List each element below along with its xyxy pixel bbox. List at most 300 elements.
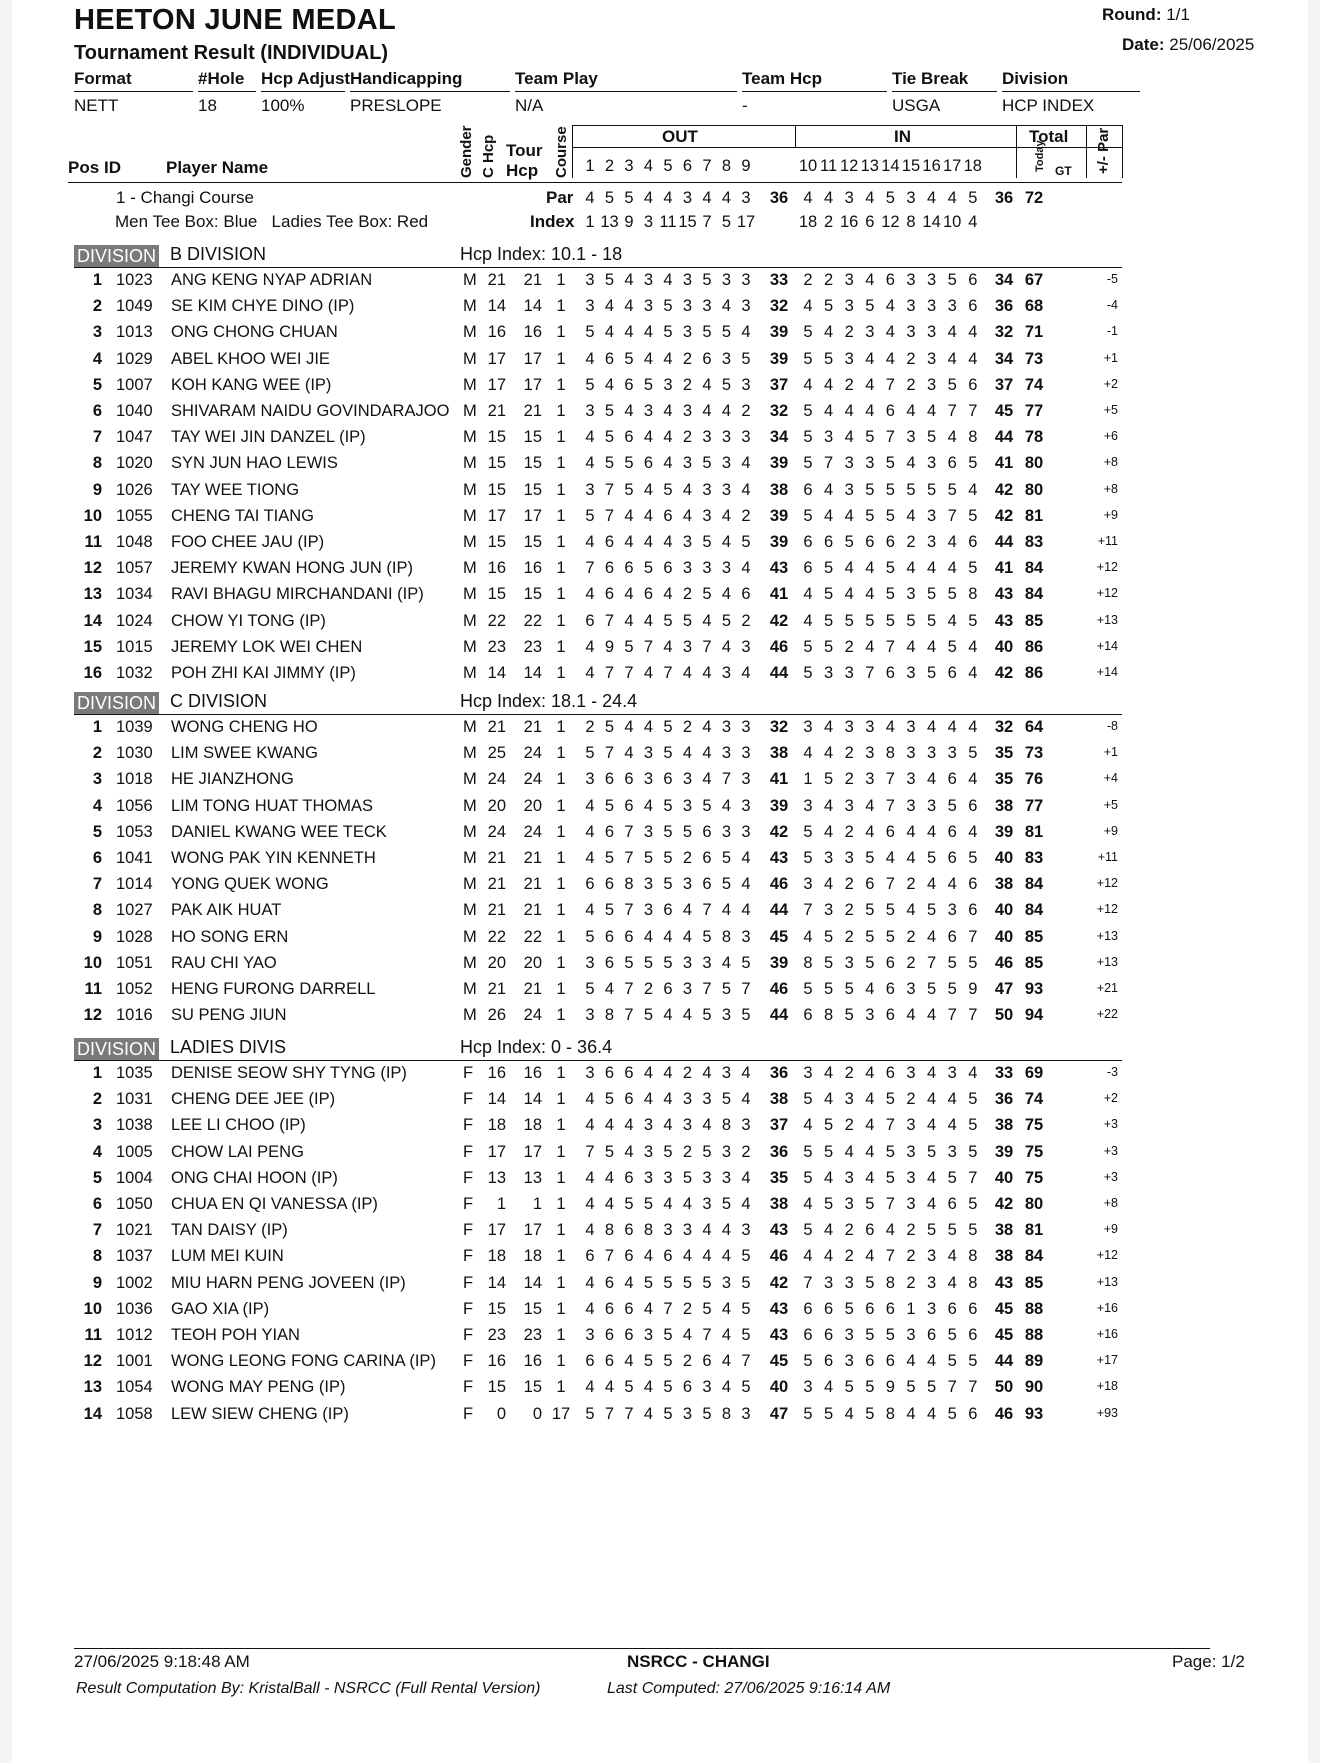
hole-score-1: 5	[585, 1404, 595, 1423]
player-name: SU PENG JIUN	[171, 1006, 287, 1025]
player-name: LUM MEI KUIN	[171, 1247, 284, 1266]
hole-score-11: 4	[824, 375, 834, 394]
hole-score-4: 4	[643, 323, 654, 342]
hole-score-9: 7	[741, 1352, 751, 1371]
settings-header-0: Format	[74, 69, 132, 88]
hole-score-14: 5	[885, 901, 895, 920]
player-id: 1002	[116, 1273, 153, 1292]
hole-score-10: 6	[803, 1299, 813, 1318]
gross-total: 83	[1024, 533, 1044, 551]
hole-score-16: 4	[927, 1090, 937, 1109]
hole-score-17: 3	[947, 297, 957, 316]
hole-score-9: 3	[741, 1116, 751, 1135]
hole-score-4: 5	[643, 1273, 654, 1292]
par-hole-11: 4	[824, 189, 834, 207]
hole-score-7: 4	[702, 664, 712, 682]
hole-score-1: 4	[585, 1299, 595, 1318]
plus-minus-par: +9	[1103, 507, 1118, 522]
gross-total: 86	[1024, 664, 1044, 682]
hole-score-17: 5	[947, 1326, 957, 1344]
out-total: 35	[769, 1168, 789, 1187]
gender: M	[463, 454, 477, 473]
hole-score-4: 3	[643, 875, 654, 894]
tour-hcp: 20	[523, 796, 542, 815]
course-no: 1	[556, 559, 566, 578]
hole-score-6: 2	[682, 1352, 693, 1371]
hole-score-13: 3	[865, 1006, 875, 1025]
hole-score-18: 5	[968, 1090, 978, 1109]
hole-score-10: 4	[803, 297, 813, 316]
hole-score-14: 6	[885, 953, 895, 972]
pos: 12	[83, 1006, 102, 1025]
gross-total: 90	[1024, 1378, 1044, 1397]
index-hole-18: 4	[968, 213, 978, 231]
course-no: 1	[556, 980, 566, 998]
tour-hcp: 17	[523, 375, 542, 394]
hole-score-3: 6	[624, 1247, 634, 1266]
hole-score-16: 3	[927, 506, 937, 525]
hole-score-18: 4	[968, 323, 978, 342]
hole-score-18: 8	[968, 1247, 978, 1266]
hole-score-17: 5	[947, 796, 957, 815]
player-id: 1035	[116, 1064, 153, 1082]
hole-score-18: 8	[968, 428, 978, 447]
hole-score-17: 6	[947, 1195, 957, 1213]
gender: M	[463, 953, 477, 972]
hole-score-13: 4	[865, 1168, 875, 1187]
date-value: 25/06/2025	[1169, 35, 1255, 54]
hole-score-10: 3	[803, 796, 813, 815]
hole-score-4: 3	[643, 271, 654, 289]
hole-score-5: 3	[663, 1168, 673, 1187]
hole-score-8: 3	[721, 480, 732, 499]
hole-score-8: 3	[721, 1142, 732, 1161]
gender: F	[463, 1195, 474, 1213]
hole-score-15: 5	[906, 611, 916, 630]
out-total: 39	[769, 953, 789, 972]
pos: 11	[84, 1326, 102, 1344]
pos: 12	[83, 559, 102, 578]
hole-score-1: 5	[585, 980, 595, 998]
index-label: Index	[530, 212, 575, 231]
gross-total: 83	[1024, 849, 1044, 867]
hole-score-11: 5	[824, 349, 834, 368]
hole-score-2: 6	[604, 1273, 615, 1292]
player-name: PAK AIK HUAT	[171, 901, 282, 920]
hole-number-3: 3	[624, 157, 634, 175]
hole-score-1: 4	[585, 901, 595, 920]
hole-score-13: 4	[865, 637, 875, 656]
gender: F	[463, 1221, 474, 1240]
col-in: IN	[894, 127, 911, 146]
player-name: ABEL KHOO WEI JIE	[171, 349, 330, 368]
plus-minus-par: +8	[1103, 1196, 1118, 1210]
index-hole-1: 1	[585, 213, 595, 231]
tour-hcp: 23	[523, 637, 542, 656]
tour-hcp: 21	[523, 849, 542, 867]
gross-total: 80	[1024, 480, 1044, 499]
hole-score-5: 5	[663, 875, 673, 894]
hole-score-17: 7	[947, 402, 957, 420]
in-total: 32	[994, 718, 1014, 736]
par-hole-4: 4	[643, 189, 654, 207]
index-hole-12: 16	[840, 213, 859, 231]
hole-score-4: 3	[643, 744, 654, 763]
hole-score-5: 5	[663, 1352, 673, 1371]
hole-score-16: 4	[927, 402, 937, 420]
tournament-title: HEETON JUNE MEDAL	[74, 4, 396, 36]
hole-score-7: 3	[702, 297, 712, 316]
hole-score-10: 4	[803, 375, 813, 394]
hole-score-7: 5	[702, 533, 712, 551]
hole-score-2: 6	[604, 559, 615, 578]
par-hole-16: 4	[927, 189, 937, 207]
hole-score-11: 5	[824, 980, 834, 998]
hole-number-9: 9	[741, 157, 751, 175]
pos: 1	[92, 718, 102, 736]
hole-score-17: 4	[947, 875, 957, 894]
hole-score-5: 6	[663, 1247, 673, 1266]
hole-score-1: 3	[585, 1064, 595, 1082]
hole-score-6: 4	[682, 480, 693, 499]
c-hcp: 15	[487, 1378, 506, 1397]
hole-score-15: 2	[906, 953, 916, 972]
hole-score-1: 4	[585, 849, 595, 867]
hole-score-5: 4	[663, 1116, 673, 1135]
hole-score-3: 4	[624, 402, 634, 420]
hole-number-4: 4	[643, 157, 654, 175]
course-no: 1	[556, 664, 566, 682]
hole-score-12: 2	[844, 822, 854, 841]
course-no: 1	[556, 849, 566, 867]
hole-score-13: 3	[865, 718, 875, 736]
hole-score-12: 2	[844, 901, 854, 920]
hole-score-5: 5	[663, 953, 673, 972]
hole-score-12: 2	[844, 1116, 854, 1135]
hole-score-5: 5	[663, 611, 673, 630]
hole-score-16: 4	[927, 637, 937, 656]
hole-score-10: 6	[803, 1326, 813, 1344]
hole-score-14: 5	[885, 506, 895, 525]
player-name: JEREMY LOK WEI CHEN	[171, 637, 363, 656]
hole-score-16: 3	[927, 271, 937, 289]
gender: F	[463, 1326, 474, 1344]
course-no: 1	[556, 1006, 566, 1025]
hole-score-10: 4	[803, 927, 813, 946]
player-name: CHUA EN QI VANESSA (IP)	[171, 1195, 378, 1213]
course-no: 1	[556, 796, 566, 815]
hole-score-4: 5	[643, 849, 654, 867]
in-total: 41	[994, 559, 1014, 578]
c-hcp: 21	[487, 271, 506, 289]
tour-hcp: 14	[523, 1273, 542, 1292]
hole-score-10: 4	[803, 611, 813, 630]
gender: F	[463, 1116, 474, 1135]
hole-score-6: 3	[682, 297, 693, 316]
hole-score-2: 4	[604, 297, 615, 316]
hole-score-14: 7	[885, 875, 895, 894]
hole-score-2: 5	[604, 849, 615, 867]
hole-number-11: 11	[820, 157, 838, 175]
out-total: 43	[769, 1221, 789, 1240]
hole-score-15: 4	[906, 901, 916, 920]
hole-score-7: 5	[702, 796, 712, 815]
course-no: 1	[556, 349, 566, 368]
hole-score-9: 3	[741, 822, 751, 841]
hole-score-10: 5	[803, 1352, 813, 1371]
hole-score-2: 7	[604, 1404, 615, 1423]
hole-score-12: 3	[844, 271, 854, 289]
hole-score-3: 4	[624, 506, 634, 525]
hole-score-4: 4	[643, 611, 654, 630]
gross-total: 84	[1024, 585, 1044, 604]
hole-score-8: 4	[721, 297, 732, 316]
hole-score-5: 4	[663, 927, 673, 946]
hole-score-18: 5	[968, 1221, 978, 1240]
hole-score-2: 8	[604, 1221, 615, 1240]
hole-score-8: 4	[721, 1221, 732, 1240]
hole-score-9: 5	[741, 1378, 751, 1397]
hole-score-2: 5	[604, 428, 615, 447]
hole-score-15: 3	[906, 1195, 916, 1213]
hole-score-18: 7	[968, 402, 978, 420]
hole-score-1: 5	[585, 744, 595, 763]
hole-score-12: 3	[844, 664, 854, 682]
player-id: 1048	[116, 533, 153, 551]
hole-score-15: 2	[906, 349, 916, 368]
hole-score-3: 6	[624, 1090, 634, 1109]
hole-score-2: 5	[604, 1090, 615, 1109]
hole-score-11: 4	[824, 323, 834, 342]
hole-score-10: 5	[803, 849, 813, 867]
division-name: C DIVISION	[170, 691, 268, 711]
hole-score-7: 4	[702, 1247, 712, 1266]
hole-score-4: 3	[643, 1168, 654, 1187]
hole-score-13: 4	[865, 349, 875, 368]
gross-total: 74	[1024, 375, 1044, 394]
hole-score-6: 2	[682, 1142, 693, 1161]
hole-score-16: 4	[927, 1168, 937, 1187]
hole-score-17: 4	[947, 559, 957, 578]
hole-score-17: 5	[947, 1352, 957, 1371]
par-total: 72	[1024, 189, 1044, 207]
tour-hcp: 15	[523, 533, 542, 551]
hole-score-5: 6	[663, 901, 673, 920]
pos: 3	[92, 770, 102, 789]
pos: 9	[92, 1273, 102, 1292]
hole-score-17: 4	[947, 533, 957, 551]
tour-hcp: 20	[523, 953, 542, 972]
pos: 11	[84, 533, 102, 551]
gender: M	[463, 585, 477, 604]
hole-score-7: 4	[702, 611, 712, 630]
in-total: 42	[994, 1195, 1014, 1213]
hole-score-8: 4	[721, 585, 732, 604]
pos: 7	[92, 875, 102, 894]
hole-score-1: 5	[585, 375, 595, 394]
hole-score-7: 6	[702, 349, 712, 368]
tour-hcp: 18	[523, 1116, 542, 1135]
hole-score-13: 3	[865, 770, 875, 789]
hole-score-3: 6	[624, 375, 634, 394]
gross-total: 84	[1024, 901, 1044, 920]
c-hcp: 17	[487, 1221, 506, 1240]
in-total: 38	[994, 875, 1014, 894]
player-id: 1053	[116, 822, 153, 841]
in-total: 40	[994, 1168, 1014, 1187]
col-pos: Pos	[68, 158, 100, 177]
division-underline	[74, 267, 1122, 268]
hole-score-1: 4	[585, 1090, 595, 1109]
hole-score-14: 5	[885, 1168, 895, 1187]
hole-score-14: 5	[885, 454, 895, 473]
player-id: 1051	[116, 953, 153, 972]
hole-score-4: 4	[643, 480, 654, 499]
hole-score-17: 6	[947, 664, 957, 682]
hole-score-14: 7	[885, 637, 895, 656]
out-total: 45	[769, 1352, 789, 1371]
hole-score-16: 5	[927, 1221, 937, 1240]
tour-hcp: 18	[523, 1247, 542, 1266]
hole-score-13: 5	[865, 1326, 875, 1344]
tour-hcp: 16	[523, 559, 542, 578]
hole-score-10: 5	[803, 428, 813, 447]
out-total: 32	[769, 297, 789, 316]
par-label: Par	[546, 188, 574, 207]
player-id: 1052	[116, 980, 153, 998]
hole-score-1: 4	[585, 1195, 595, 1213]
pos: 6	[92, 849, 102, 867]
c-hcp: 15	[487, 454, 506, 473]
index-hole-3: 9	[624, 213, 634, 231]
par-hole-2: 5	[604, 189, 615, 207]
gender: M	[463, 533, 477, 551]
hole-score-7: 7	[702, 637, 712, 656]
hole-score-7: 3	[702, 559, 712, 578]
tour-hcp: 17	[523, 1142, 542, 1161]
pos: 1	[92, 1064, 102, 1082]
hole-score-12: 3	[844, 480, 854, 499]
gender: M	[463, 1006, 477, 1025]
hole-score-17: 3	[947, 744, 957, 763]
plus-minus-par: +13	[1096, 928, 1118, 943]
hole-score-8: 5	[721, 375, 732, 394]
hole-score-10: 4	[803, 1247, 813, 1266]
hole-score-10: 5	[803, 637, 813, 656]
pos: 3	[92, 323, 102, 342]
hole-score-3: 8	[624, 875, 634, 894]
hole-score-11: 4	[824, 744, 834, 763]
hole-score-5: 5	[663, 718, 673, 736]
hole-score-8: 3	[721, 559, 732, 578]
hole-score-7: 3	[702, 480, 712, 499]
hole-score-18: 6	[968, 1326, 978, 1344]
hole-score-1: 4	[585, 1221, 595, 1240]
hole-score-11: 4	[824, 1247, 834, 1266]
hole-score-2: 7	[604, 611, 615, 630]
hole-score-10: 2	[803, 271, 813, 289]
hole-score-16: 4	[927, 875, 937, 894]
hole-score-1: 4	[585, 533, 595, 551]
player-id: 1032	[116, 664, 153, 682]
hole-score-8: 4	[721, 796, 732, 815]
player-name: ONG CHONG CHUAN	[171, 323, 338, 342]
hole-score-6: 3	[682, 454, 693, 473]
c-hcp: 26	[487, 1006, 506, 1025]
out-total: 46	[769, 1247, 789, 1266]
hole-score-9: 4	[741, 1090, 751, 1109]
player-id: 1039	[116, 718, 153, 736]
hole-score-6: 3	[682, 796, 693, 815]
hole-score-16: 4	[927, 822, 937, 841]
hole-score-6: 2	[682, 585, 693, 604]
hole-score-1: 6	[585, 875, 595, 894]
footer-page: Page: 1/2	[1172, 1652, 1245, 1671]
plus-minus-par: +16	[1096, 1327, 1118, 1341]
hole-score-4: 3	[643, 901, 654, 920]
course-no: 1	[556, 901, 566, 920]
hole-score-11: 8	[824, 1006, 834, 1025]
hole-score-3: 4	[624, 1352, 634, 1371]
hole-score-15: 4	[906, 1006, 916, 1025]
c-hcp: 21	[487, 718, 506, 736]
settings-header-7: Division	[1002, 69, 1069, 88]
hole-score-13: 6	[865, 875, 875, 894]
hole-score-9: 2	[741, 402, 751, 420]
player-name: TAY WEI JIN DANZEL (IP)	[171, 428, 366, 447]
player-id: 1021	[116, 1221, 153, 1240]
hole-number-5: 5	[663, 157, 673, 175]
gross-total: 73	[1024, 349, 1044, 368]
hole-score-14: 7	[885, 1247, 895, 1266]
hole-score-11: 4	[824, 402, 834, 420]
out-total: 41	[769, 585, 789, 604]
hole-score-18: 7	[968, 1168, 978, 1187]
hole-score-2: 4	[604, 1116, 615, 1135]
plus-minus-par: +3	[1103, 1117, 1118, 1132]
hole-score-4: 5	[643, 375, 654, 394]
gross-total: 81	[1024, 1221, 1044, 1240]
hole-score-11: 4	[824, 1090, 834, 1109]
hole-score-9: 4	[741, 480, 751, 499]
hole-score-7: 4	[702, 718, 712, 736]
hole-score-17: 6	[947, 770, 957, 789]
out-total: 44	[769, 1006, 789, 1025]
c-hcp: 15	[487, 1299, 506, 1318]
hole-score-8: 3	[721, 1168, 732, 1187]
hole-score-9: 4	[741, 664, 751, 682]
hole-score-15: 2	[906, 1247, 916, 1266]
in-total: 44	[994, 428, 1014, 447]
tour-hcp: 24	[523, 1006, 542, 1025]
hole-score-16: 3	[927, 744, 937, 763]
out-total: 43	[769, 849, 789, 867]
player-name: CHOW LAI PENG	[171, 1142, 304, 1161]
hole-score-1: 4	[585, 1116, 595, 1135]
hole-score-18: 6	[968, 1299, 978, 1318]
hole-score-6: 5	[682, 822, 693, 841]
par-hole-9: 3	[741, 189, 751, 207]
settings-value-4: N/A	[515, 96, 544, 115]
hole-score-18: 5	[968, 953, 978, 972]
plus-minus-par: +5	[1103, 403, 1118, 417]
hole-score-8: 3	[721, 1273, 732, 1292]
c-hcp: 15	[487, 480, 506, 499]
in-total: 35	[994, 744, 1014, 763]
hole-score-15: 3	[906, 1168, 916, 1187]
pos: 4	[92, 349, 102, 368]
hole-score-4: 2	[643, 980, 654, 998]
